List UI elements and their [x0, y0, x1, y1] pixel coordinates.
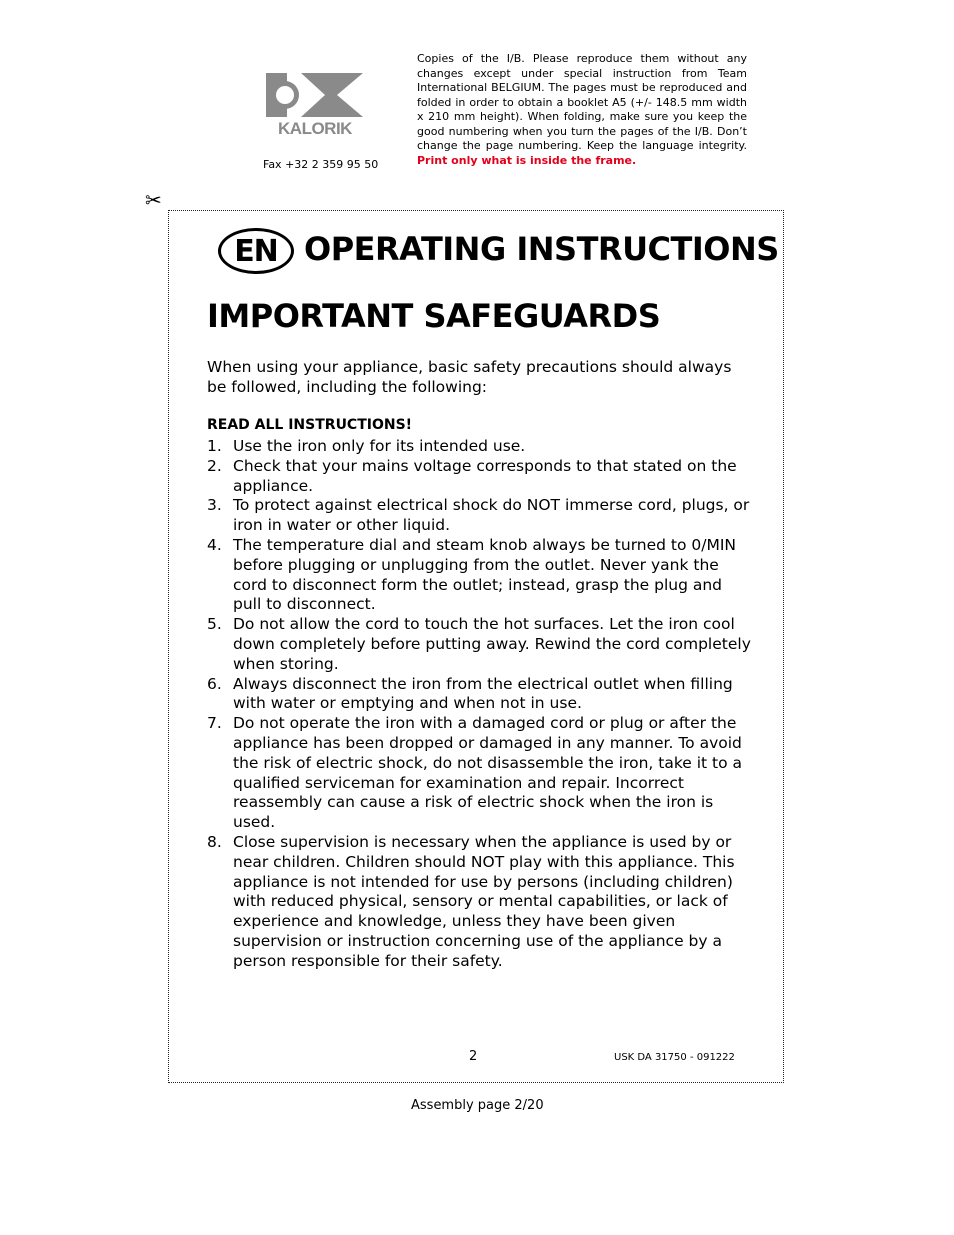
- logo-text: KALORIK: [278, 119, 352, 138]
- list-item: [207, 714, 752, 833]
- item-text: Check that your mains voltage corresponds to that stated on the appliance.: [233, 456, 737, 495]
- item-text: Close supervision is necessary when the appliance is used by or near children. Children should NOT play with this appliance. This appliance is not intended for use by persons (including children) with reduced physical, sensory or mental capabilities, or lack of experience and knowledge, unless they have been given supervision or instruction concerning use of the appliance by a person responsible for their safety.: [233, 832, 735, 970]
- item-number: 8.: [207, 832, 222, 851]
- document-code: USK DA 31750 - 091222: [614, 1052, 735, 1063]
- item-number: 6.: [207, 674, 222, 693]
- scissors-icon: ✂: [145, 188, 162, 212]
- list-item: [207, 437, 752, 457]
- item-text: To protect against electrical shock do NOT immerse cord, plugs, or iron in water or other liquid.: [233, 496, 750, 535]
- note-highlight: Print only what is inside the frame.: [417, 153, 637, 167]
- item-text: The temperature dial and steam knob always be turned to 0/MIN before plugging or unplugging from the outlet. Never yank the cord to disconnect form the outlet; instead, grasp the plug and pull to disconnect.: [233, 535, 737, 614]
- list-item: [207, 457, 752, 497]
- list-item: [207, 615, 752, 674]
- operating-instructions-title: OPERATING INSTRUCTIONS: [304, 230, 779, 268]
- safeguards-list: [207, 437, 752, 972]
- item-number: 5.: [207, 615, 222, 634]
- read-all-heading: READ ALL INSTRUCTIONS!: [207, 417, 413, 433]
- kalorik-logo: [263, 70, 368, 138]
- print-instructions-note: [417, 52, 747, 168]
- note-text: Copies of the I/B. Please reproduce them without any changes except under special instruction from Team International BELGIUM. The pages must be reproduced and folded in order to obtain a booklet A5 (+/- 148.5 mm width x 210 mm height). When folding, make sure you keep the good numbering when you turn the pages of the I/B. Don’t change the page numbering. Keep the language integrity.: [417, 52, 747, 152]
- list-item: [207, 675, 752, 715]
- item-number: 2.: [207, 456, 222, 475]
- item-number: 4.: [207, 535, 222, 554]
- list-item: [207, 833, 752, 972]
- assembly-page-label: Assembly page 2/20: [411, 1098, 544, 1113]
- item-text: Use the iron only for its intended use.: [233, 437, 526, 455]
- fax-number: Fax +32 2 359 95 50: [263, 158, 379, 171]
- item-text: Do not allow the cord to touch the hot surfaces. Let the iron cool down completely before putting away. Rewind the cord completely when storing.: [233, 615, 751, 673]
- item-number: 3.: [207, 496, 222, 515]
- list-item: [207, 496, 752, 536]
- item-number: 1.: [207, 437, 222, 455]
- page-title: IMPORTANT SAFEGUARDS: [207, 297, 661, 335]
- list-item: [207, 536, 752, 615]
- item-text: Always disconnect the iron from the electrical outlet when filling with water or emptying and when not in use.: [233, 674, 733, 713]
- item-number: 7.: [207, 714, 222, 733]
- page-number: 2: [469, 1049, 478, 1064]
- intro-paragraph: When using your appliance, basic safety precautions should always be followed, including the following:: [207, 358, 732, 396]
- language-badge: EN: [218, 228, 294, 274]
- item-text: Do not operate the iron with a damaged cord or plug or after the appliance has been dropped or damaged in any manner. To avoid the risk of electric shock, do not disassemble the iron, take it to a qualified serviceman for examination and repair. Incorrect reassembly can cause a risk of electric shock when the iron is used.: [233, 714, 743, 832]
